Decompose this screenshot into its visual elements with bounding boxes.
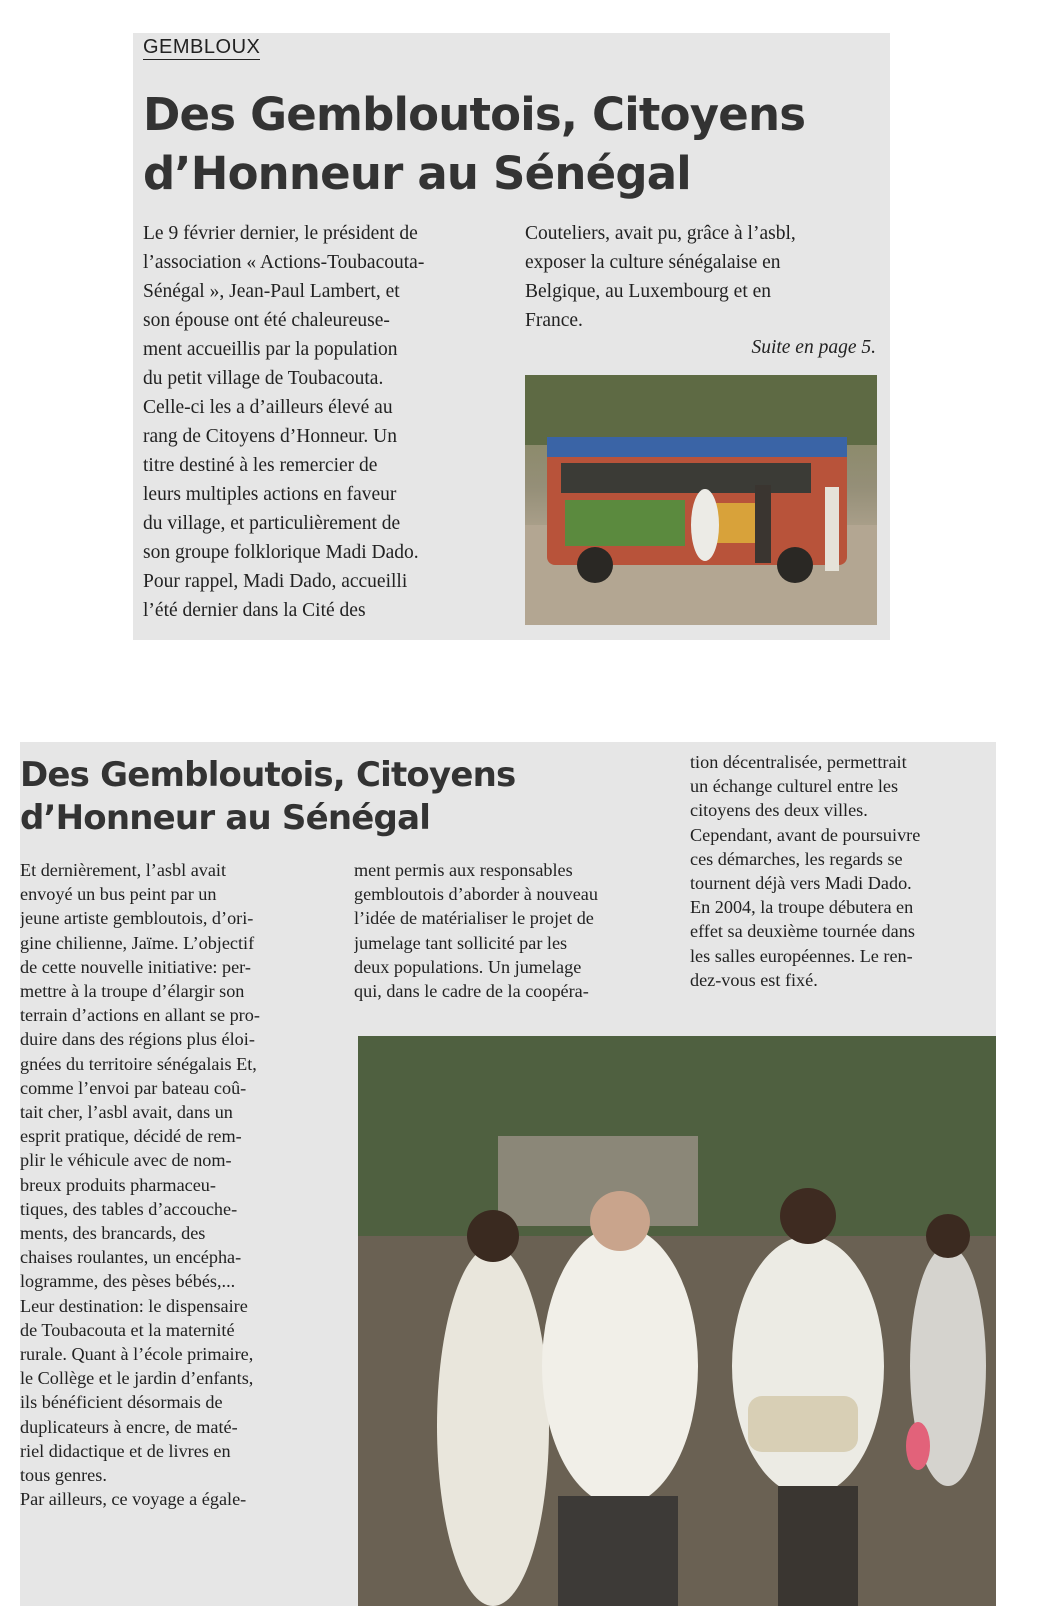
article-column-3 [690,750,994,992]
text-line: son groupe folklorique Madi Dado. [143,542,419,563]
text-line: ces démarches, les regards se [690,848,903,869]
text-line: deux populations. Un jumelage [354,956,582,977]
text-line: Par ailleurs, ce voyage a égale- [20,1489,247,1510]
article-headline [20,754,515,840]
text-line: Celle-ci les a d’ailleurs élevé au [143,397,393,418]
headline-line-1: Des Gembloutois, Citoyens [20,755,516,795]
text-line: Pour rappel, Madi Dado, accueilli [143,571,408,592]
section-kicker: GEMBLOUX [143,36,261,58]
text-line: riel didactique et de livres en [20,1440,231,1461]
text-line: effet sa deuxième tournée dans [690,921,915,942]
text-line: Belgique, au Luxembourg et en [525,281,772,302]
text-line: jumelage tant sollicité par les [354,932,568,953]
article-column-2 [354,858,662,1003]
headline-line-2: d’Honneur au Sénégal [20,798,431,838]
text-line: tait cher, l’asbl avait, dans un [20,1102,233,1123]
text-line: duplicateurs à encre, de maté- [20,1416,238,1437]
bus-photo [525,375,877,625]
article-column-1 [20,858,326,1511]
text-line: du village, et particulièrement de [143,513,401,534]
group-photo-graphic [358,1036,996,1606]
text-line: logramme, des pèses bébés,... [20,1271,236,1292]
text-line: France. [525,310,583,331]
text-line: qui, dans le cadre de la coopéra- [354,981,589,1002]
text-line: rurale. Quant à l’école primaire, [20,1344,254,1365]
text-line: mettre à la troupe d’élargir son [20,981,245,1002]
text-line: leurs multiples actions en faveur [143,484,397,505]
bus-photo-graphic [525,375,877,625]
text-line: En 2004, la troupe débutera en [690,897,914,918]
article-headline [143,85,805,203]
text-line: gine chilienne, Jaïme. L’objectif [20,932,255,953]
text-line: ment permis aux responsables [354,860,573,880]
text-line: chaises roulantes, un encépha- [20,1247,242,1268]
text-line: rang de Citoyens d’Honneur. Un [143,426,397,447]
article-clipping-2 [20,742,996,1606]
headline-line-1: Des Gembloutois, Citoyens [143,88,806,141]
text-line: son épouse ont été chaleureuse- [143,310,390,331]
group-photo [358,1036,996,1606]
text-line: les salles européennes. Le ren- [690,945,913,966]
text-line: Cependant, avant de poursuivre [690,824,921,845]
text-line: du petit village de Toubacouta. [143,368,384,389]
text-line: tournent déjà vers Madi Dado. [690,873,912,894]
text-line: de cette nouvelle initiative: per- [20,956,251,977]
text-line: envoyé un bus peint par un [20,884,217,905]
text-line: l’association « Actions-Toubacouta- [143,252,425,273]
text-line: ments, des brancards, des [20,1223,206,1244]
text-line: gembloutois d’aborder à nouveau [354,884,598,905]
text-line: gnées du territoire sénégalais Et, [20,1053,257,1074]
text-line: un échange culturel entre les [690,776,899,797]
text-line: dez-vous est fixé. [690,969,818,990]
continued-note: Suite en page 5. [751,337,876,358]
text-line: le Collège et le jardin d’enfants, [20,1368,254,1389]
article-clipping-1 [133,33,890,640]
text-line: Et dernièrement, l’asbl avait [20,860,227,880]
text-line: tion décentralisée, permettrait [690,752,907,772]
text-line: duire dans des régions plus éloi- [20,1029,255,1050]
text-line: ment accueillis par la population [143,339,398,360]
article-column-2 [525,219,877,335]
article-column-1 [143,219,495,625]
text-line: jeune artiste gembloutois, d’ori- [20,908,254,929]
text-line: Le 9 février dernier, le président de [143,223,418,244]
text-line: l’été dernier dans la Cité des [143,600,366,621]
text-line: Couteliers, avait pu, grâce à l’asbl, [525,223,796,244]
text-line: tous genres. [20,1465,107,1486]
text-line: terrain d’actions en allant se pro- [20,1005,260,1026]
text-line: esprit pratique, décidé de rem- [20,1126,242,1147]
text-line: breux produits pharmaceu- [20,1174,216,1195]
headline-line-2: d’Honneur au Sénégal [143,147,691,200]
text-line: tiques, des tables d’accouche- [20,1198,238,1219]
text-line: exposer la culture sénégalaise en [525,252,781,273]
text-line: Leur destination: le dispensaire [20,1295,248,1316]
text-line: Sénégal », Jean-Paul Lambert, et [143,281,400,302]
text-line: citoyens des deux villes. [690,800,868,821]
text-line: de Toubacouta et la maternité [20,1319,235,1340]
text-line: comme l’envoi par bateau coû- [20,1077,247,1098]
text-line: titre destiné à les remercier de [143,455,378,476]
text-line: ils bénéficient désormais de [20,1392,223,1413]
text-line: plir le véhicule avec de nom- [20,1150,232,1171]
text-line: l’idée de matérialiser le projet de [354,908,594,929]
